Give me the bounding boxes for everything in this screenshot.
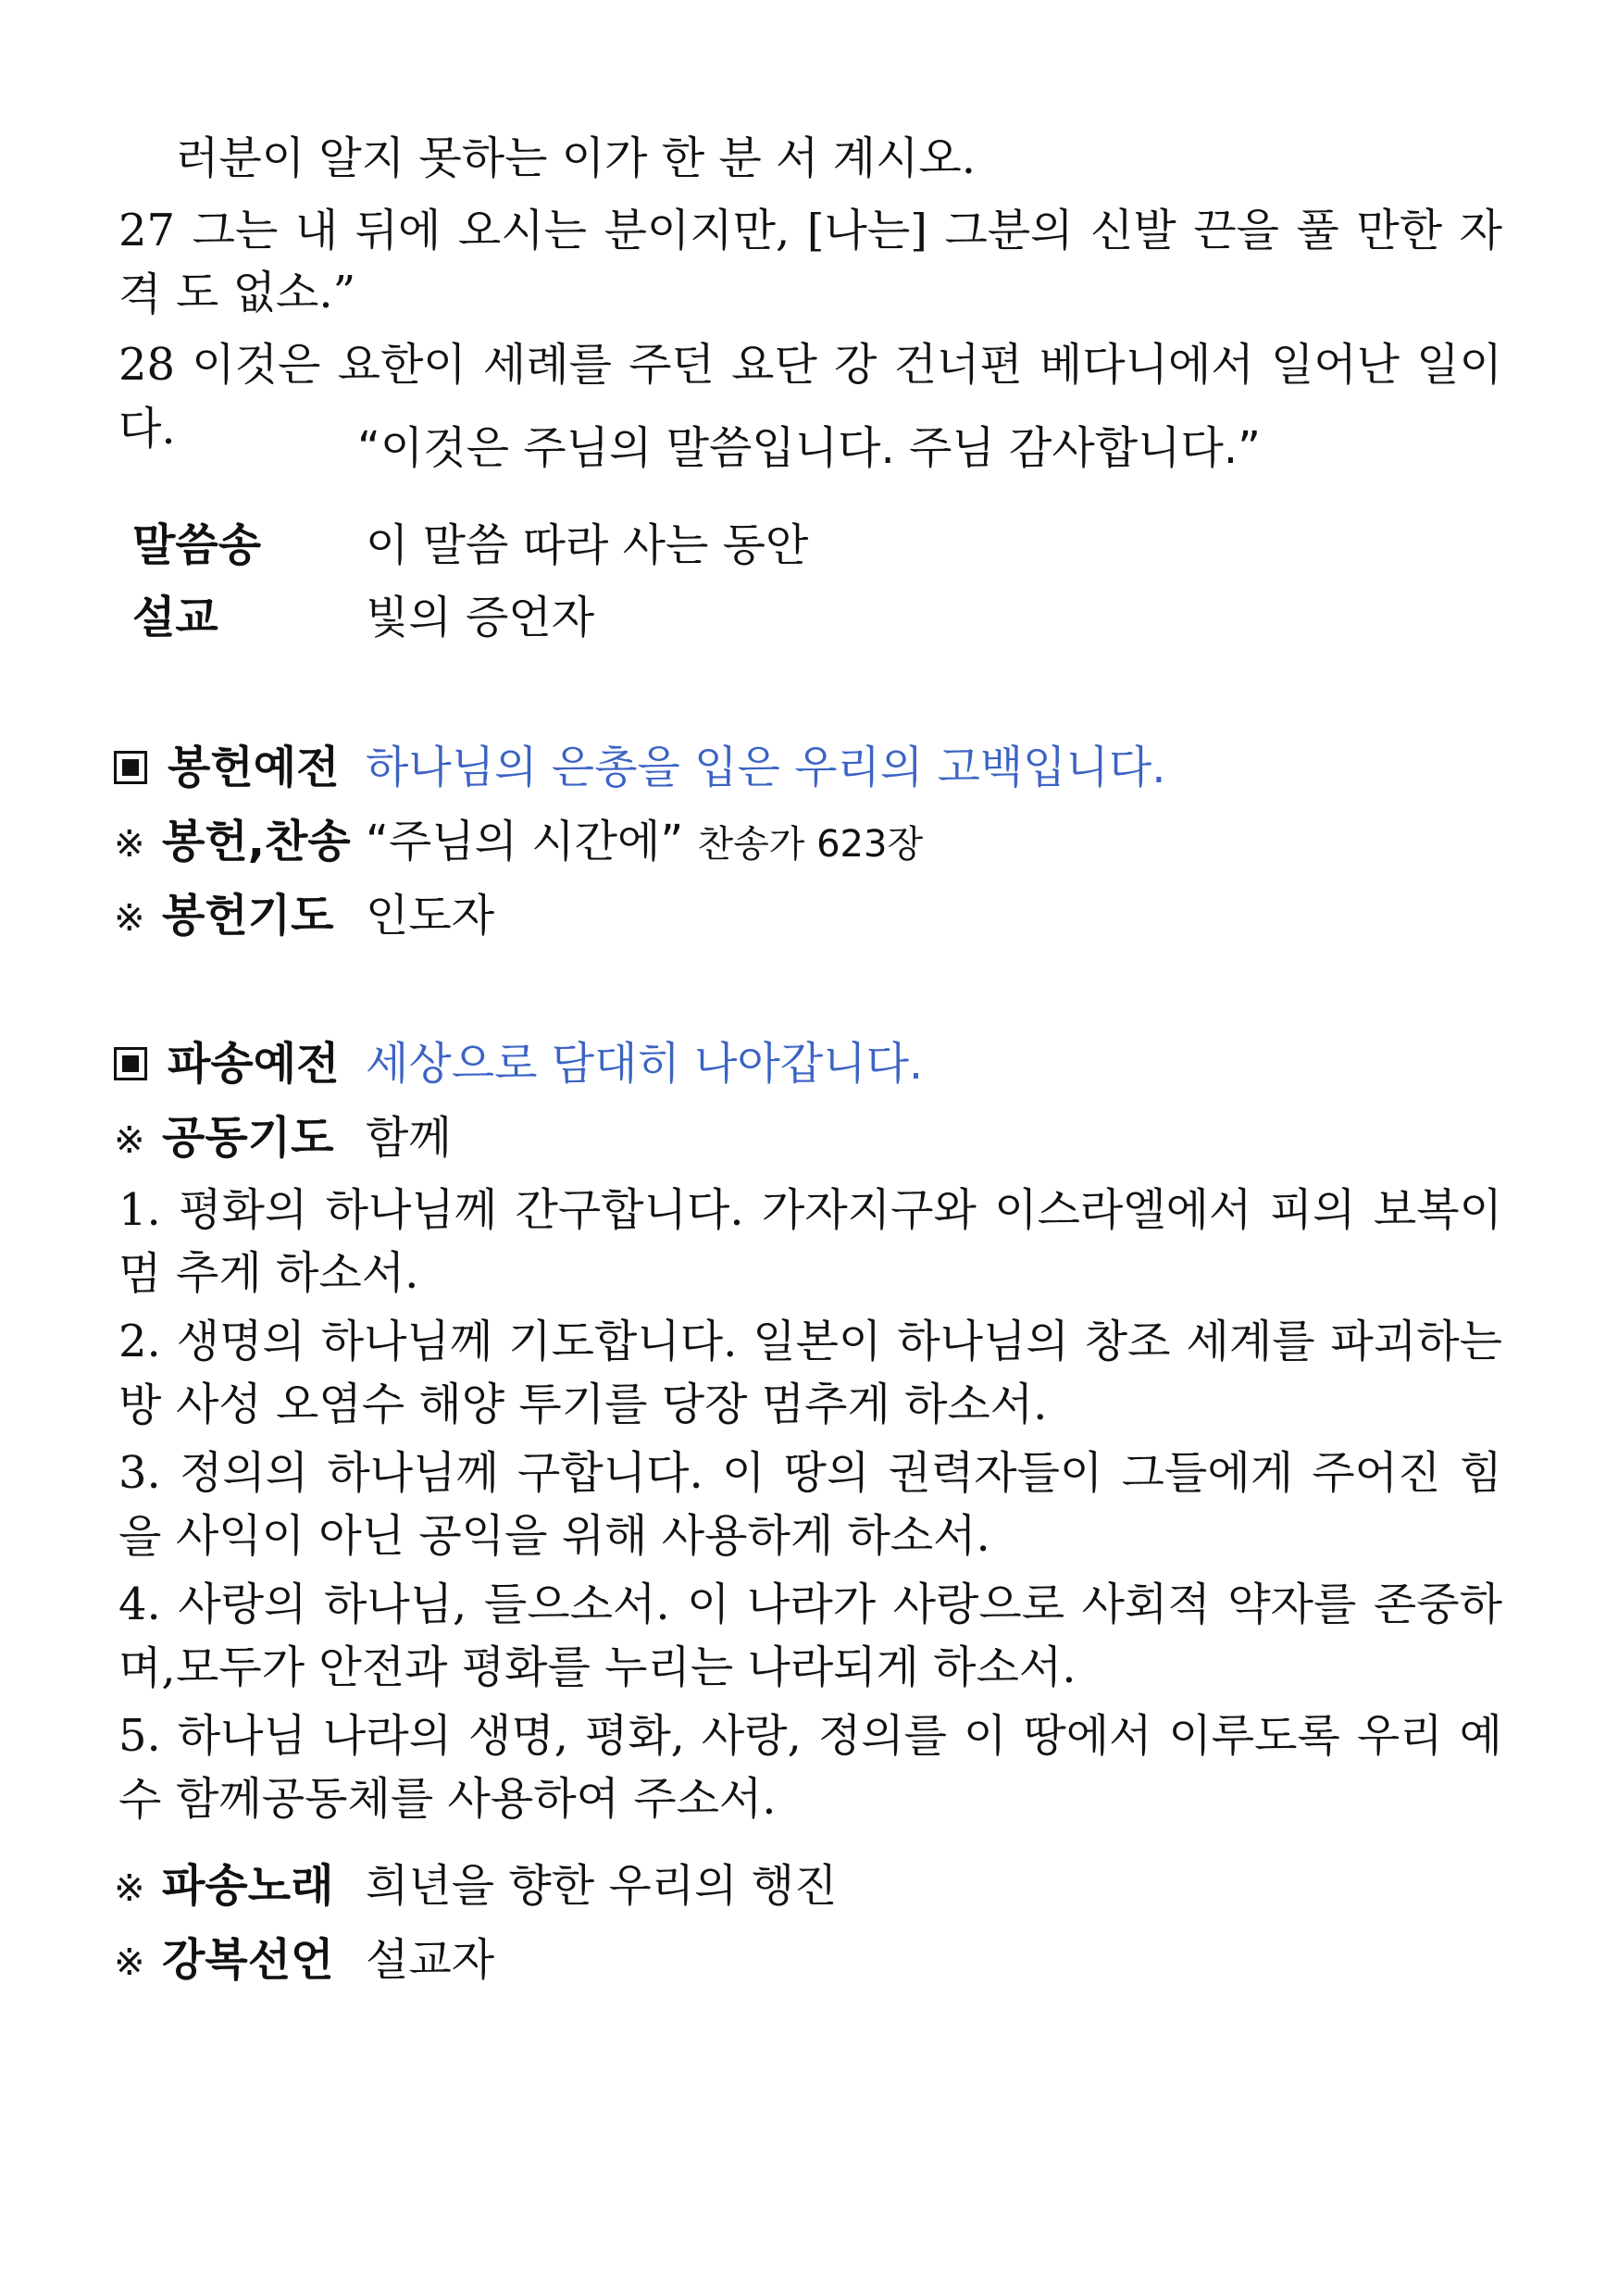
benediction-value: 설교자 <box>366 1934 495 1986</box>
sending-section-subtitle: 세상으로 담대히 나아갑니다. <box>366 1038 924 1090</box>
offering-prayer-label: 봉헌기도 <box>162 890 334 942</box>
offering-hymn-title: “주님의 시간에” <box>366 816 684 867</box>
sending-section-label: 파송예전 <box>168 1038 340 1090</box>
offering-section-heading <box>114 731 339 795</box>
prayer-item-2-cont: 사성 오염수 해양 투기를 당장 멈추게 하소서. <box>176 1379 1048 1430</box>
reference-mark-icon: ※ <box>114 1119 145 1162</box>
scripture-line: 러분이 알지 못하는 이가 한 분 서 계시오. <box>176 132 976 184</box>
scripture-verse-27: 27 그는 내 뒤에 오시는 분이지만, [나는] 그분의 신발 끈을 풀 만한 자격 <box>118 205 1502 320</box>
common-prayer-heading <box>114 1102 333 1166</box>
offering-section-subtitle: 하나님의 은총을 입은 우리의 고백입니다. <box>366 742 1166 793</box>
scripture-response: “이것은 주님의 말씀입니다. 주님 감사합니다.” <box>357 422 1261 474</box>
benediction-heading <box>114 1924 333 1988</box>
sending-song-label: 파송노래 <box>162 1860 334 1912</box>
reference-mark-icon: ※ <box>114 1941 145 1984</box>
prayer-item-1: 1. 평화의 하나님께 간구합니다. 가자지구와 이스라엘에서 피의 보복이 멈 <box>118 1184 1502 1300</box>
offering-prayer-leader: 인도자 <box>366 890 495 942</box>
reference-mark-icon: ※ <box>114 1867 145 1910</box>
offering-hymn-heading <box>114 805 351 869</box>
common-prayer-label: 공동기도 <box>162 1112 334 1164</box>
scripture-verse-27-cont: 도 없소.” <box>176 267 356 318</box>
prayer-item-5-cont: 함께공동체를 사용하여 주소서. <box>176 1773 777 1825</box>
common-prayer-value: 함께 <box>366 1112 452 1164</box>
offering-section-label: 봉헌예전 <box>168 742 340 793</box>
scripture-verse-28: 28 이것은 요한이 세례를 주던 요단 강 건너편 베다니에서 일어난 일이다. <box>118 339 1502 455</box>
prayer-item-4-cont: 모두가 안전과 평화를 누리는 나라되게 하소서. <box>176 1641 1077 1693</box>
prayer-item-3-cont: 사익이 아닌 공익을 위해 사용하게 하소서. <box>176 1510 990 1562</box>
word-song-label: 말씀송 <box>132 519 262 571</box>
prayer-item-2: 2. 생명의 하나님께 기도합니다. 일본이 하나님의 창조 세계를 파괴하는 방 <box>118 1316 1502 1431</box>
offering-hymn-label: 봉헌,찬송 <box>162 816 351 867</box>
prayer-item-4: 4. 사랑의 하나님, 들으소서. 이 나라가 사랑으로 사회적 약자를 존중하며, <box>118 1578 1502 1694</box>
sermon-label: 설교 <box>132 592 218 643</box>
offering-prayer-heading <box>114 880 333 943</box>
square-bullet-icon <box>114 751 147 784</box>
sending-song-heading <box>114 1850 333 1914</box>
benediction-label: 강복선언 <box>162 1934 334 1986</box>
prayer-item-3: 3. 정의의 하나님께 구합니다. 이 땅의 권력자들이 그들에게 주어진 힘을 <box>118 1447 1502 1563</box>
offering-hymn <box>366 805 923 869</box>
prayer-item-1-cont: 추게 하소서. <box>176 1247 419 1299</box>
sending-song-title: 희년을 향한 우리의 행진 <box>366 1860 838 1912</box>
reference-mark-icon: ※ <box>114 897 145 940</box>
prayer-item-5: 5. 하나님 나라의 생명, 평화, 사랑, 정의를 이 땅에서 이루도록 우리 예수 <box>118 1710 1502 1826</box>
offering-hymn-number: 찬송가 623장 <box>697 823 924 866</box>
reference-mark-icon: ※ <box>114 823 145 866</box>
square-bullet-icon <box>114 1047 147 1080</box>
sending-section-heading <box>114 1028 339 1092</box>
sermon-title: 빛의 증언자 <box>366 592 595 643</box>
word-song-title: 이 말씀 따라 사는 동안 <box>366 519 809 571</box>
